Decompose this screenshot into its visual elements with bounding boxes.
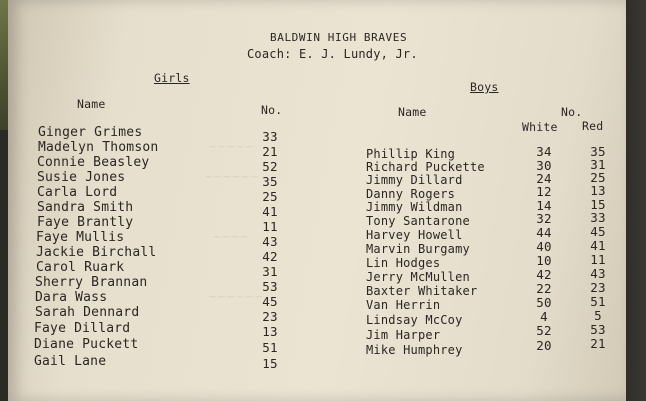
bleed-through-mark: ~~~~: [212, 230, 249, 243]
girl-name: Carol Ruark: [36, 260, 125, 275]
girl-name: Madelyn Thomson: [38, 140, 159, 155]
boys-name-header: Name: [398, 105, 427, 119]
girl-number: 31: [262, 264, 278, 279]
boy-name: Danny Rogers: [366, 187, 456, 201]
girl-name: Diane Puckett: [34, 337, 139, 352]
boy-red-number: 21: [590, 336, 606, 351]
coach-line: Coach: E. J. Lundy, Jr.: [247, 47, 418, 61]
girl-number: 43: [262, 234, 278, 249]
bleed-through-mark: ~~~~~: [208, 140, 255, 153]
girl-number: 11: [262, 219, 278, 234]
girl-name: Sherry Brannan: [35, 275, 148, 290]
girl-number: 35: [262, 174, 278, 189]
boy-white-number: 10: [536, 253, 552, 268]
boy-white-number: 40: [536, 239, 552, 254]
boy-white-number: 24: [536, 171, 552, 186]
boy-name: Harvey Howell: [366, 228, 463, 242]
boy-white-number: 44: [536, 225, 552, 240]
girl-number: 25: [262, 189, 278, 204]
boy-red-number: 23: [590, 280, 606, 295]
boy-name: Jerry McMullen: [366, 270, 470, 284]
boy-white-number: 34: [536, 144, 552, 159]
boy-white-number: 32: [536, 211, 552, 226]
girl-number: 33: [262, 129, 278, 144]
boy-white-number: 4: [540, 309, 548, 324]
boy-red-number: 35: [590, 144, 606, 159]
boy-name: Lindsay McCoy: [366, 313, 463, 327]
boy-red-number: 25: [590, 170, 606, 185]
girl-name: Sarah Dennard: [35, 305, 140, 320]
girl-name: Ginger Grimes: [38, 125, 143, 140]
girl-number: 41: [262, 204, 278, 219]
girl-number: 52: [262, 159, 278, 174]
boy-name: Jimmy Dillard: [366, 173, 463, 187]
girl-name: Faye Brantly: [37, 215, 134, 230]
girl-number: 53: [262, 279, 278, 294]
girls-heading: Girls: [154, 71, 190, 85]
boy-white-number: 30: [536, 158, 552, 173]
boy-name: Phillip King: [366, 147, 456, 161]
boy-red-number: 5: [594, 308, 602, 323]
girl-name: Carla Lord: [37, 185, 118, 200]
boy-red-number: 53: [590, 322, 606, 337]
boy-name: Jimmy Wildman: [366, 200, 463, 214]
girl-number: 45: [262, 294, 278, 309]
boy-red-number: 31: [590, 157, 606, 172]
girl-number: 13: [262, 324, 278, 339]
boys-red-header: Red: [582, 119, 604, 133]
girl-number: 51: [262, 340, 278, 355]
bleed-through-mark: ~~~~~~: [204, 170, 260, 183]
boy-red-number: 41: [590, 238, 606, 253]
boy-white-number: 14: [536, 198, 552, 213]
boy-white-number: 20: [536, 338, 552, 353]
girls-name-header: Name: [77, 97, 106, 111]
boy-name: Lin Hodges: [366, 256, 441, 270]
boy-name: Baxter Whitaker: [366, 284, 478, 298]
boy-name: Van Herrin: [366, 298, 441, 312]
bleed-through-mark: ~~~~~~: [208, 290, 264, 303]
boy-name: Marvin Burgamy: [366, 242, 470, 256]
boy-name: Tony Santarone: [366, 214, 470, 228]
school-title: BALDWIN HIGH BRAVES: [270, 31, 408, 44]
boys-white-header: White: [522, 120, 558, 134]
girl-number: 42: [262, 249, 278, 264]
boy-red-number: 15: [590, 197, 606, 212]
girls-number-header: No.: [261, 103, 283, 117]
boy-name: Jim Harper: [366, 328, 441, 342]
boy-white-number: 42: [536, 267, 552, 282]
boy-white-number: 50: [536, 295, 552, 310]
boy-red-number: 11: [590, 252, 606, 267]
girl-name: Jackie Birchall: [36, 245, 157, 260]
girl-name: Gail Lane: [34, 354, 107, 369]
boy-white-number: 52: [536, 323, 552, 338]
boy-red-number: 43: [590, 266, 606, 281]
boy-name: Mike Humphrey: [366, 343, 463, 357]
girl-name: Connie Beasley: [37, 155, 150, 170]
boy-red-number: 51: [590, 294, 606, 309]
boys-heading: Boys: [470, 80, 499, 94]
girl-name: Sandra Smith: [37, 200, 134, 215]
boy-red-number: 45: [590, 224, 606, 239]
girl-number: 21: [262, 144, 278, 159]
roster-page: [8, 0, 626, 401]
girl-name: Faye Mullis: [36, 230, 125, 245]
girl-number: 23: [262, 309, 278, 324]
boy-red-number: 33: [590, 210, 606, 225]
girl-name: Faye Dillard: [34, 321, 131, 336]
boy-white-number: 22: [536, 281, 552, 296]
boy-white-number: 12: [536, 184, 552, 199]
boy-red-number: 13: [590, 183, 606, 198]
girl-number: 15: [262, 356, 278, 371]
boys-number-header: No.: [561, 105, 583, 119]
girl-name: Dara Wass: [35, 290, 108, 305]
boy-name: Richard Puckette: [366, 160, 485, 174]
girl-name: Susie Jones: [37, 170, 126, 185]
